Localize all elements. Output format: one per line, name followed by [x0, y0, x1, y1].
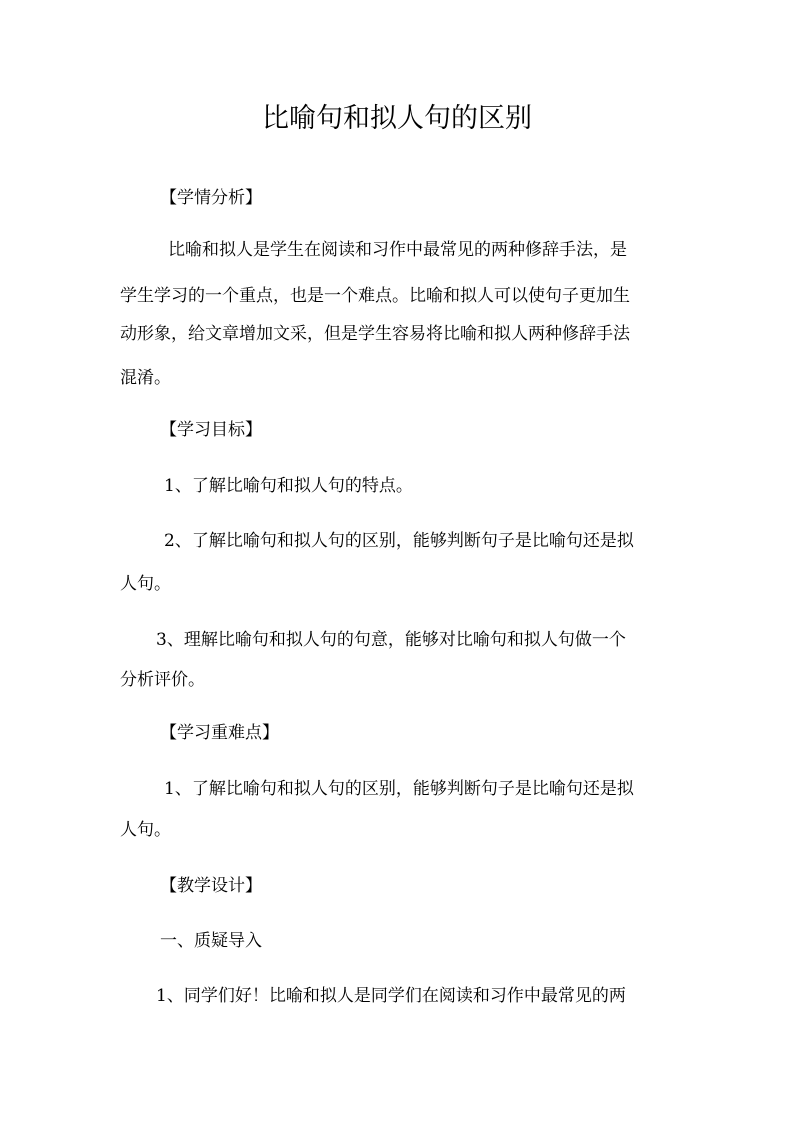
design-item-1: 1、同学们好！比喻和拟人是同学们在阅读和习作中最常见的两 — [156, 986, 626, 1006]
section-heading-goals: 【学习目标】 — [160, 420, 262, 440]
paragraph-line: 学生学习的一个重点，也是一个难点。比喻和拟人可以使句子更加生 — [120, 286, 630, 306]
goal-item-3: 3、理解比喻句和拟人句的句意，能够对比喻句和拟人句做一个 — [156, 630, 626, 650]
key-point-item-1: 1、了解比喻句和拟人句的区别，能够判断句子是比喻句还是拟 — [164, 779, 634, 799]
section-heading-key-points: 【学习重难点】 — [160, 723, 279, 743]
goal-item-3-continued: 分析评价。 — [120, 670, 205, 690]
goal-item-2-continued: 人句。 — [120, 574, 171, 594]
goal-item-1: 1、了解比喻句和拟人句的特点。 — [164, 476, 413, 496]
design-subheading: 一、质疑导入 — [160, 931, 262, 951]
section-heading-analysis: 【学情分析】 — [160, 188, 262, 208]
document-title: 比喻句和拟人句的区别 — [262, 103, 532, 134]
paragraph-line: 混淆。 — [120, 368, 171, 388]
key-point-item-1-continued: 人句。 — [120, 820, 171, 840]
section-heading-design: 【教学设计】 — [160, 876, 262, 896]
paragraph-line: 比喻和拟人是学生在阅读和习作中最常见的两种修辞手法，是 — [168, 240, 627, 260]
goal-item-2: 2、了解比喻句和拟人句的区别，能够判断句子是比喻句还是拟 — [164, 531, 634, 551]
paragraph-line: 动形象，给文章增加文采，但是学生容易将比喻和拟人两种修辞手法 — [120, 324, 630, 344]
